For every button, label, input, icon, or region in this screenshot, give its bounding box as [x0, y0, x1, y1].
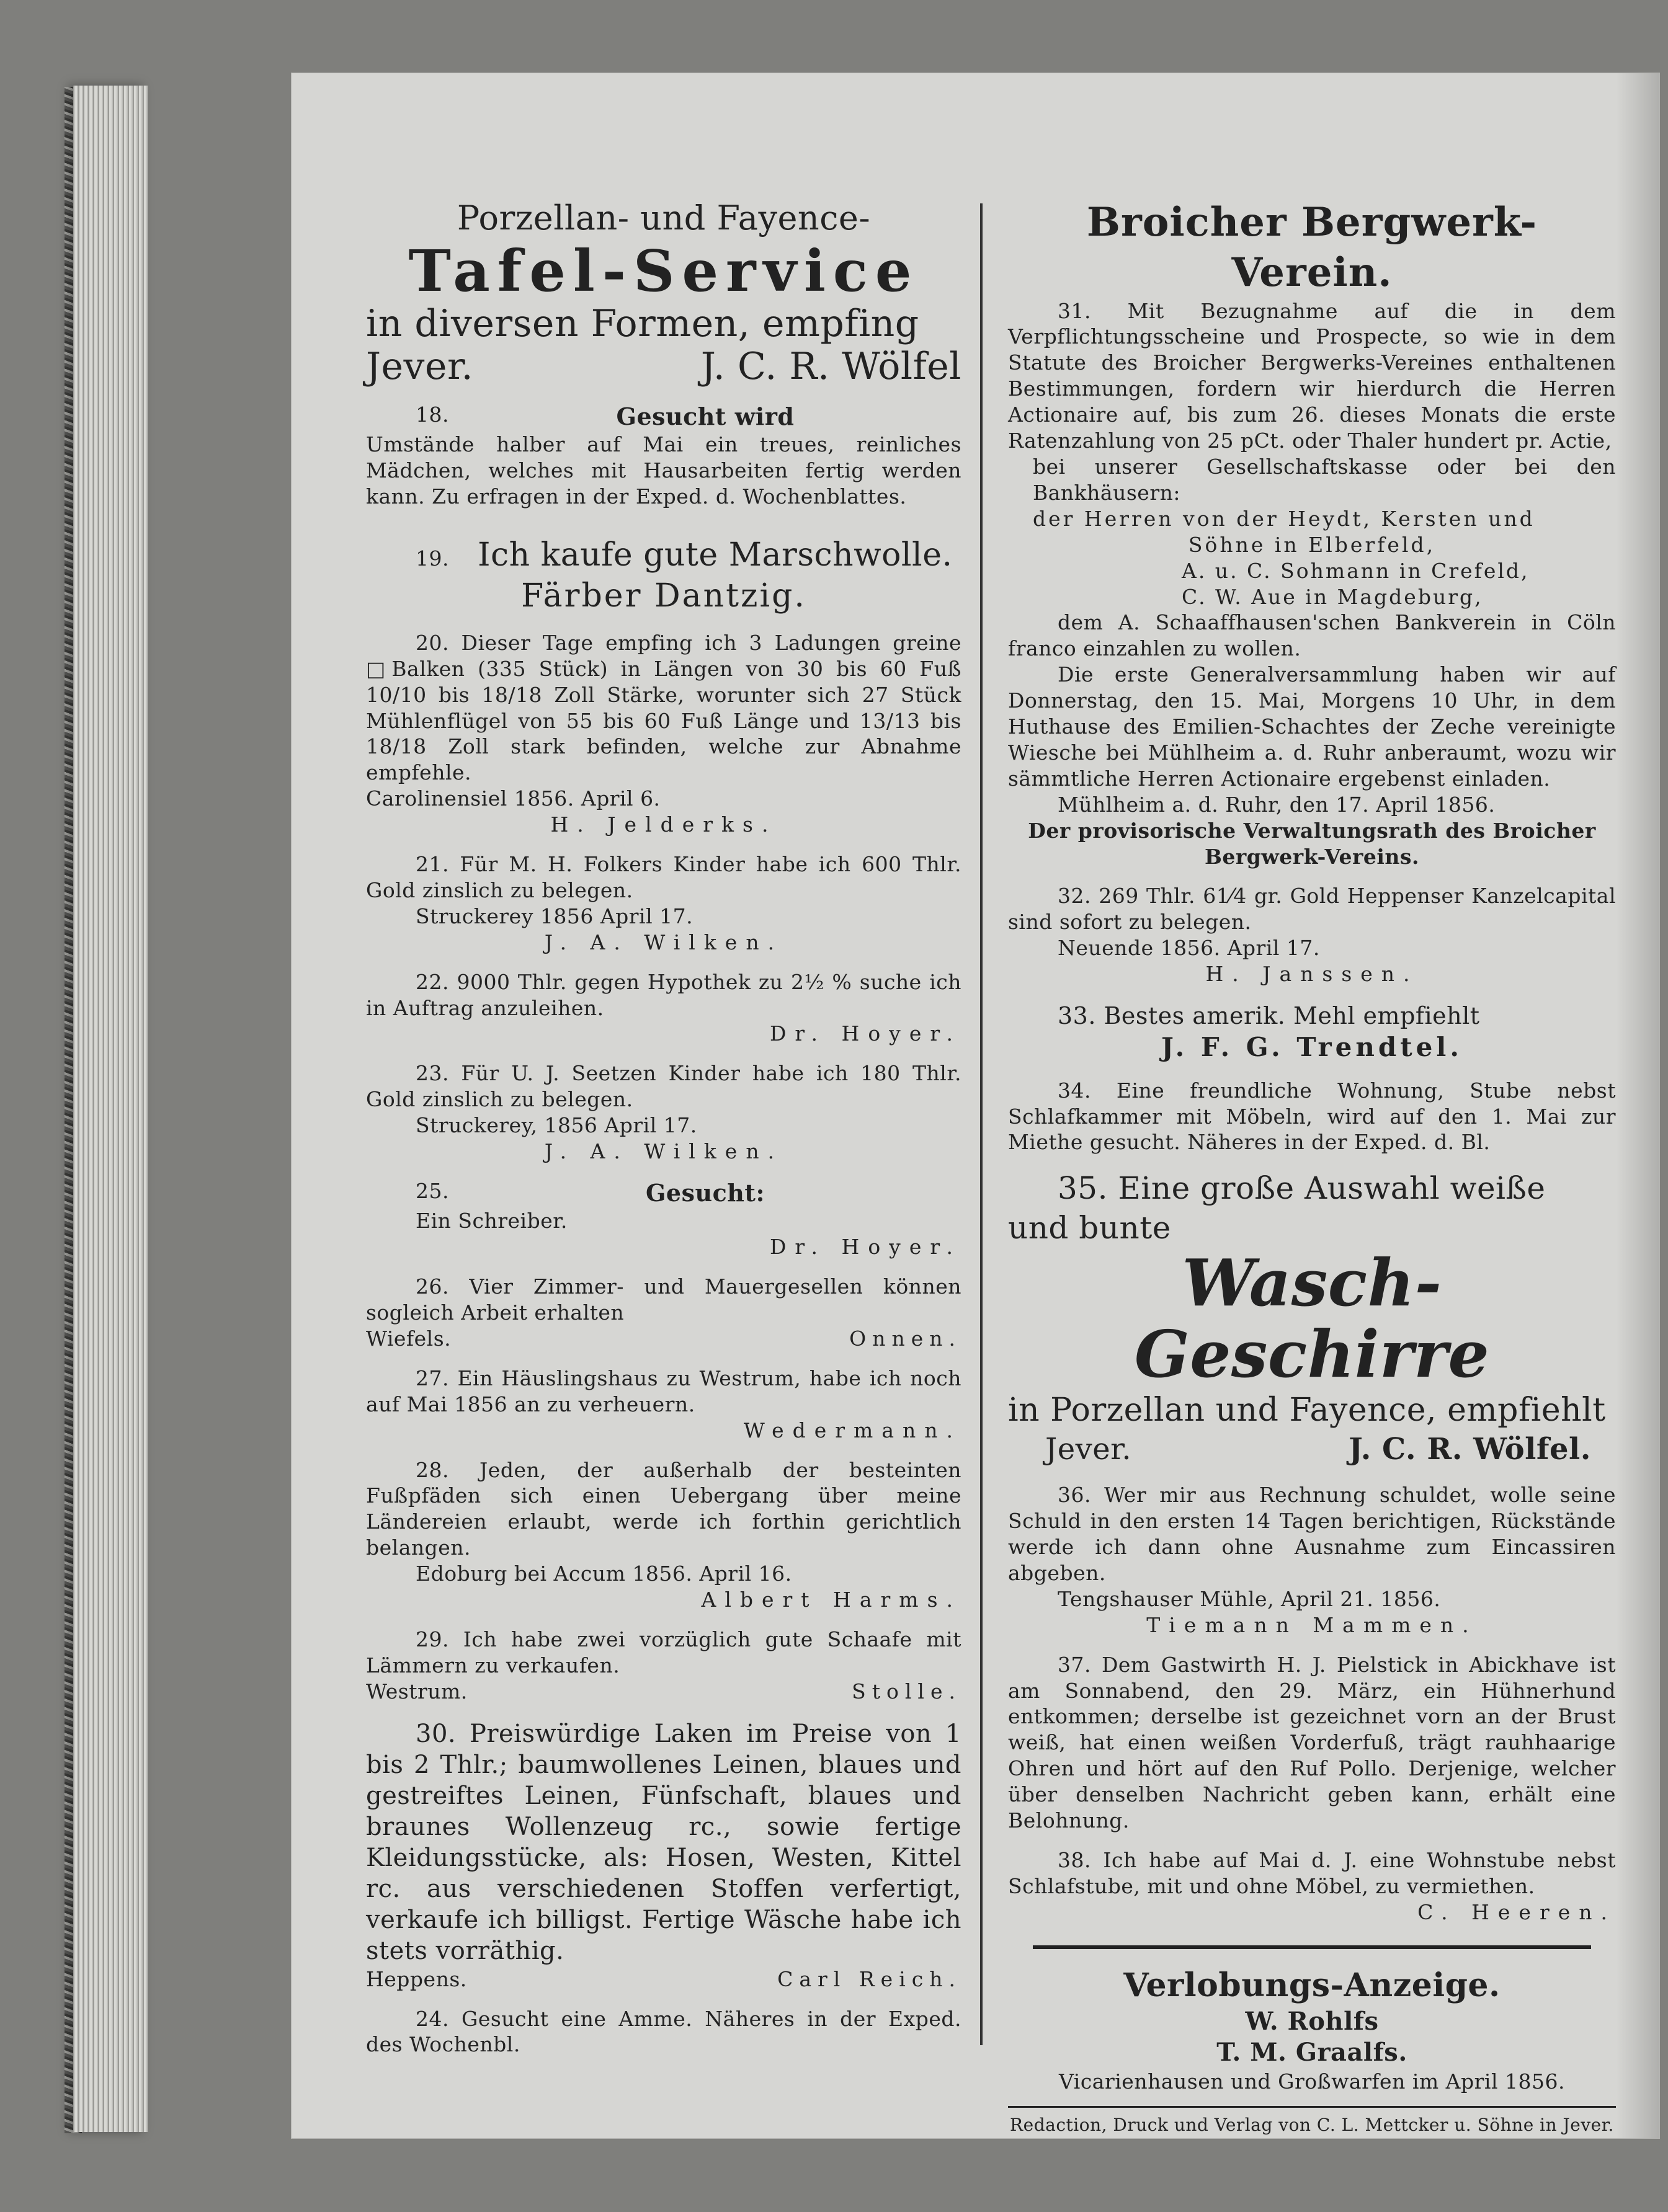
ad-29-signature: Stolle.	[852, 1679, 961, 1703]
verlobung-title: Verlobungs-Anzeige.	[1123, 1966, 1501, 2004]
ad-29-signature-row	[366, 1679, 961, 1705]
ad-38-text: 38. Ich habe auf Mai d. J. eine Wohnstube nebst Schlafstube, mit und ohne Möbel, zu vermiethen.	[1008, 1847, 1616, 1898]
ad-25-signature: Dr. Hoyer.	[769, 1235, 961, 1259]
ad-29	[366, 1627, 961, 1705]
ad-20-text: 20. Dieser Tage empfing ich 3 Ladungen greine □Balken (335 Stück) in Längen von 30 bis 60 Fuß 10/10 bis 18/18 Zoll Stärke, worunter sich 27 Stück Mühlenflügel von 55 bis 60 Fuß Länge und 13/13 bis 18/18 Zoll stark befinden, welche zur Abnahme empfehle.	[366, 630, 961, 785]
ad-21	[366, 851, 961, 956]
ad-28-signature: Albert Harms.	[701, 1588, 961, 1612]
ad-26-signature: Onnen.	[849, 1326, 961, 1351]
ad-23-dateline: Struckerey, 1856 April 17.	[416, 1113, 697, 1138]
ad-20-signature: H. Jelderks.	[550, 812, 777, 837]
imprint-rule	[1008, 2106, 1616, 2108]
ad-porzellan-line1: Porzellan- und Fayence-	[457, 198, 871, 238]
ad-19	[366, 535, 961, 616]
ad-porzellan-signature-row	[366, 345, 961, 388]
ad-27	[366, 1366, 961, 1444]
ad-29-text: 29. Ich habe zwei vorzüglich gute Schaafe mit Lämmern zu verkaufen.	[366, 1627, 961, 1677]
ad-31-bank4: dem A. Schaaffhausen'schen Bankverein in Cöln franco einzahlen zu wollen.	[1008, 610, 1616, 661]
ad-25-head: Gesucht:	[645, 1179, 765, 1207]
ad-21-text: 21. Für M. H. Folkers Kinder habe ich 600 Thlr. Gold zinslich zu belegen.	[366, 852, 961, 902]
ad-23-signature: J. A. Wilken.	[544, 1139, 783, 1164]
ad-36-dateline: Tengshauser Mühle, April 21. 1856.	[1058, 1586, 1441, 1611]
ad-27-signature: Wedermann.	[743, 1418, 961, 1442]
ad-33-signature: J. F. G. Trendtel.	[1161, 1032, 1463, 1063]
ad-31-text2: Die erste Generalversammlung haben wir auf Donnerstag, den 15. Mai, Morgens 10 Uhr, in dem Huthause des Emilien-Schachtes der Zeche vereinigte Wiesche bei Mühlheim a. d. Ruhr anberaumt, wozu wir sämmtliche Herren Actionaire ergebenst einladen.	[1008, 662, 1616, 791]
ad-33-text: 33. Bestes amerik. Mehl empfiehlt	[1058, 1002, 1480, 1030]
ad-26-place: Wiefels.	[366, 1326, 452, 1351]
right-column	[1008, 197, 1616, 2136]
ad-19-number: 19.	[416, 546, 449, 571]
imprint: Redaction, Druck und Verlag von C. L. Mettcker u. Söhne in Jever.	[1010, 2115, 1614, 2136]
ad-30-signature: Carl Reich.	[777, 1966, 961, 1991]
ad-35	[1008, 1169, 1616, 1468]
ad-25	[366, 1178, 961, 1260]
ad-20-dateline: Carolinensiel 1856. April 6.	[366, 786, 661, 811]
verlobung-place: Vicarienhausen und Großwarfen im April 1856.	[1059, 2069, 1565, 2094]
ad-19-line2: Färber Dantzig.	[521, 577, 806, 615]
ad-porzellan-line3: in diversen Formen, empfing	[366, 301, 919, 345]
ad-18	[366, 402, 961, 510]
ad-25-text: Ein Schreiber.	[416, 1209, 568, 1233]
ad-32-text: 32. 269 Thlr. 61⁄4 gr. Gold Heppenser Kanzelcapital sind sofort zu belegen.	[1008, 884, 1616, 935]
ad-35-place: Jever.	[1045, 1432, 1132, 1467]
ad-19-line1: Ich kaufe gute Marschwolle.	[478, 536, 953, 574]
ad-porzellan-name: J. C. R. Wölfel	[700, 344, 961, 388]
ad-31-signer: Der provisorische Verwaltungsrath des Broicher Bergwerk-Vereins.	[1028, 818, 1596, 869]
ad-18-text: Umstände halber auf Mai ein treues, reinliches Mädchen, welches mit Hausarbeiten fertig werden kann. Zu erfragen in der Exped. d. Wochenblattes.	[366, 432, 961, 509]
ad-porzellan-headline: Tafel-Service	[408, 237, 919, 304]
ad-35-headline: Wasch-Geschirre	[1134, 1245, 1490, 1392]
ad-38	[1008, 1847, 1616, 1926]
ad-37	[1008, 1652, 1616, 1834]
verlobung-name1: W. Rohlfs	[1245, 2006, 1379, 2036]
ad-33	[1008, 1001, 1616, 1064]
ad-18-head-row	[366, 402, 961, 432]
ad-32-dateline: Neuende 1856. April 17.	[1058, 936, 1320, 961]
ad-32	[1008, 883, 1616, 987]
ad-28	[366, 1457, 961, 1613]
ad-24-text: 24. Gesucht eine Amme. Näheres in der Exped. des Wochenbl.	[366, 2006, 961, 2057]
ad-30-place: Heppens.	[366, 1966, 467, 1991]
ad-31-text1: 31. Mit Bezugnahme auf die in dem Verpflichtungsscheine und Prospecte, so wie in dem Statute des Broicher Bergwerks-Vereines enthaltenen Bestimmungen, fordern wir hierdurch die Herren Actionaire auf, bis zum 26. dieses Monats die erste Ratenzahlung von 25 pCt. oder Thaler hundert pr. Actie,	[1008, 298, 1616, 453]
page-stack-edge	[73, 86, 148, 2132]
ad-34	[1008, 1078, 1616, 1156]
ad-36-signature: Tiemann Mammen.	[1146, 1612, 1478, 1637]
separator-rule	[1033, 1945, 1591, 1949]
ad-31	[1008, 298, 1616, 870]
broicher-title: Broicher Bergwerk-Verein.	[1086, 199, 1538, 296]
ad-23-text: 23. Für U. J. Seetzen Kinder habe ich 180 Thlr. Gold zinslich zu belegen.	[366, 1061, 961, 1112]
ad-38-signature: C. Heeren.	[1417, 1899, 1616, 1924]
ad-26-text: 26. Vier Zimmer- und Mauergesellen können sogleich Arbeit erhalten	[366, 1274, 961, 1325]
ad-26-signature-row	[366, 1326, 961, 1352]
ad-31-line-bei: bei unserer Gesellschaftskasse oder bei den Bankhäusern:	[1033, 454, 1616, 505]
ad-28-dateline: Edoburg bei Accum 1856. April 16.	[416, 1561, 792, 1586]
left-column	[366, 197, 961, 2058]
verlobung-name2: T. M. Graalfs.	[1216, 2038, 1407, 2068]
ad-35-name: J. C. R. Wölfel.	[1349, 1432, 1591, 1467]
ad-31-dateline: Mühlheim a. d. Ruhr, den 17. April 1856.	[1058, 792, 1496, 817]
ad-22	[366, 969, 961, 1047]
ad-22-signature: Dr. Hoyer.	[769, 1021, 961, 1046]
ad-21-signature: J. A. Wilken.	[544, 930, 783, 954]
ad-32-signature: H. Janssen.	[1205, 962, 1419, 987]
ad-28-text: 28. Jeden, der außerhalb der besteinten Fußpfäden sich einen Uebergang über meine Ländereien erlaubt, werde ich forthin gerichtlich belangen.	[366, 1457, 961, 1560]
ad-porzellan-place: Jever.	[366, 344, 474, 388]
newspaper-page	[292, 73, 1659, 2138]
ad-34-text: 34. Eine freundliche Wohnung, Stube nebst Schlafkammer mit Möbeln, wird auf den 1. Mai zur Miethe gesucht. Näheres in der Exped. d. Bl.	[1008, 1078, 1616, 1155]
verlobungs-anzeige	[1008, 1965, 1616, 2095]
ad-31-bank1: der Herren von der Heydt, Kersten und	[1033, 506, 1535, 531]
ad-35-line1: 35. Eine große Auswahl weiße	[1058, 1170, 1546, 1207]
ad-31-bank3: C. W. Aue in Magdeburg,	[1182, 584, 1483, 609]
ad-20	[366, 630, 961, 838]
ad-27-text: 27. Ein Häuslingshaus zu Westrum, habe ich noch auf Mai 1856 an zu verheuern.	[366, 1366, 961, 1416]
ad-35-line4: in Porzellan und Fayence, empfiehlt	[1008, 1392, 1606, 1429]
ad-35-signature-row	[1008, 1431, 1616, 1468]
ad-25-head-row	[366, 1178, 961, 1208]
ad-36-text: 36. Wer mir aus Rechnung schuldet, wolle seine Schuld in den ersten 14 Tagen berichtigen, Rückstände werde ich dann ohne Ausnahme zum Eincassiren abgeben.	[1008, 1483, 1616, 1585]
ad-19-row	[366, 535, 961, 575]
ad-31-bank2: A. u. C. Sohmann in Crefeld,	[1182, 558, 1530, 583]
ad-30-text: 30. Preiswürdige Laken im Preise von 1 bis 2 Thlr.; baumwollenes Leinen, blaues und gestreiftes Leinen, Fünfschaft, blaues und braunes Wollenzeug rc., sowie fertige Kleidungsstücke, als: Hosen, Westen, Kittel rc. aus verschiedenen Stoffen verfertigt, verkaufe ich billigst. Fertige Wäsche habe ich stets vorräthig.	[366, 1719, 961, 1965]
ad-30	[366, 1718, 961, 1992]
ad-26	[366, 1274, 961, 1352]
ad-31-bank1b: Söhne in Elberfeld,	[1188, 532, 1436, 557]
ad-22-text: 22. 9000 Thlr. gegen Hypothek zu 2½ % suche ich in Auftrag anzuleihen.	[366, 969, 961, 1020]
ad-18-head: Gesucht wird	[616, 402, 795, 430]
ad-37-text: 37. Dem Gastwirth H. J. Pielstick in Abickhave ist am Sonnabend, den 29. März, ein Hühnerhund entkommen; derselbe ist gezeichnet vorn an der Brust weiß, hat einen weißen Vorderfuß, trägt rauhhaarige Ohren und hört auf den Ruf Pollo. Derjenige, welcher über denselben Nachricht geben kann, erhält eine Belohnung.	[1008, 1652, 1616, 1833]
ad-25-number: 25.	[416, 1179, 449, 1204]
ad-21-dateline: Struckerey 1856 April 17.	[416, 904, 694, 928]
ad-29-place: Westrum.	[366, 1679, 468, 1703]
ad-30-signature-row	[366, 1966, 961, 1992]
ad-35-line2: und bunte	[1008, 1209, 1171, 1246]
ad-porzellan	[366, 197, 961, 388]
ad-24	[366, 2006, 961, 2058]
ad-18-number: 18.	[416, 402, 449, 427]
ad-36	[1008, 1482, 1616, 1638]
ad-23	[366, 1060, 961, 1165]
column-divider	[980, 203, 983, 2045]
